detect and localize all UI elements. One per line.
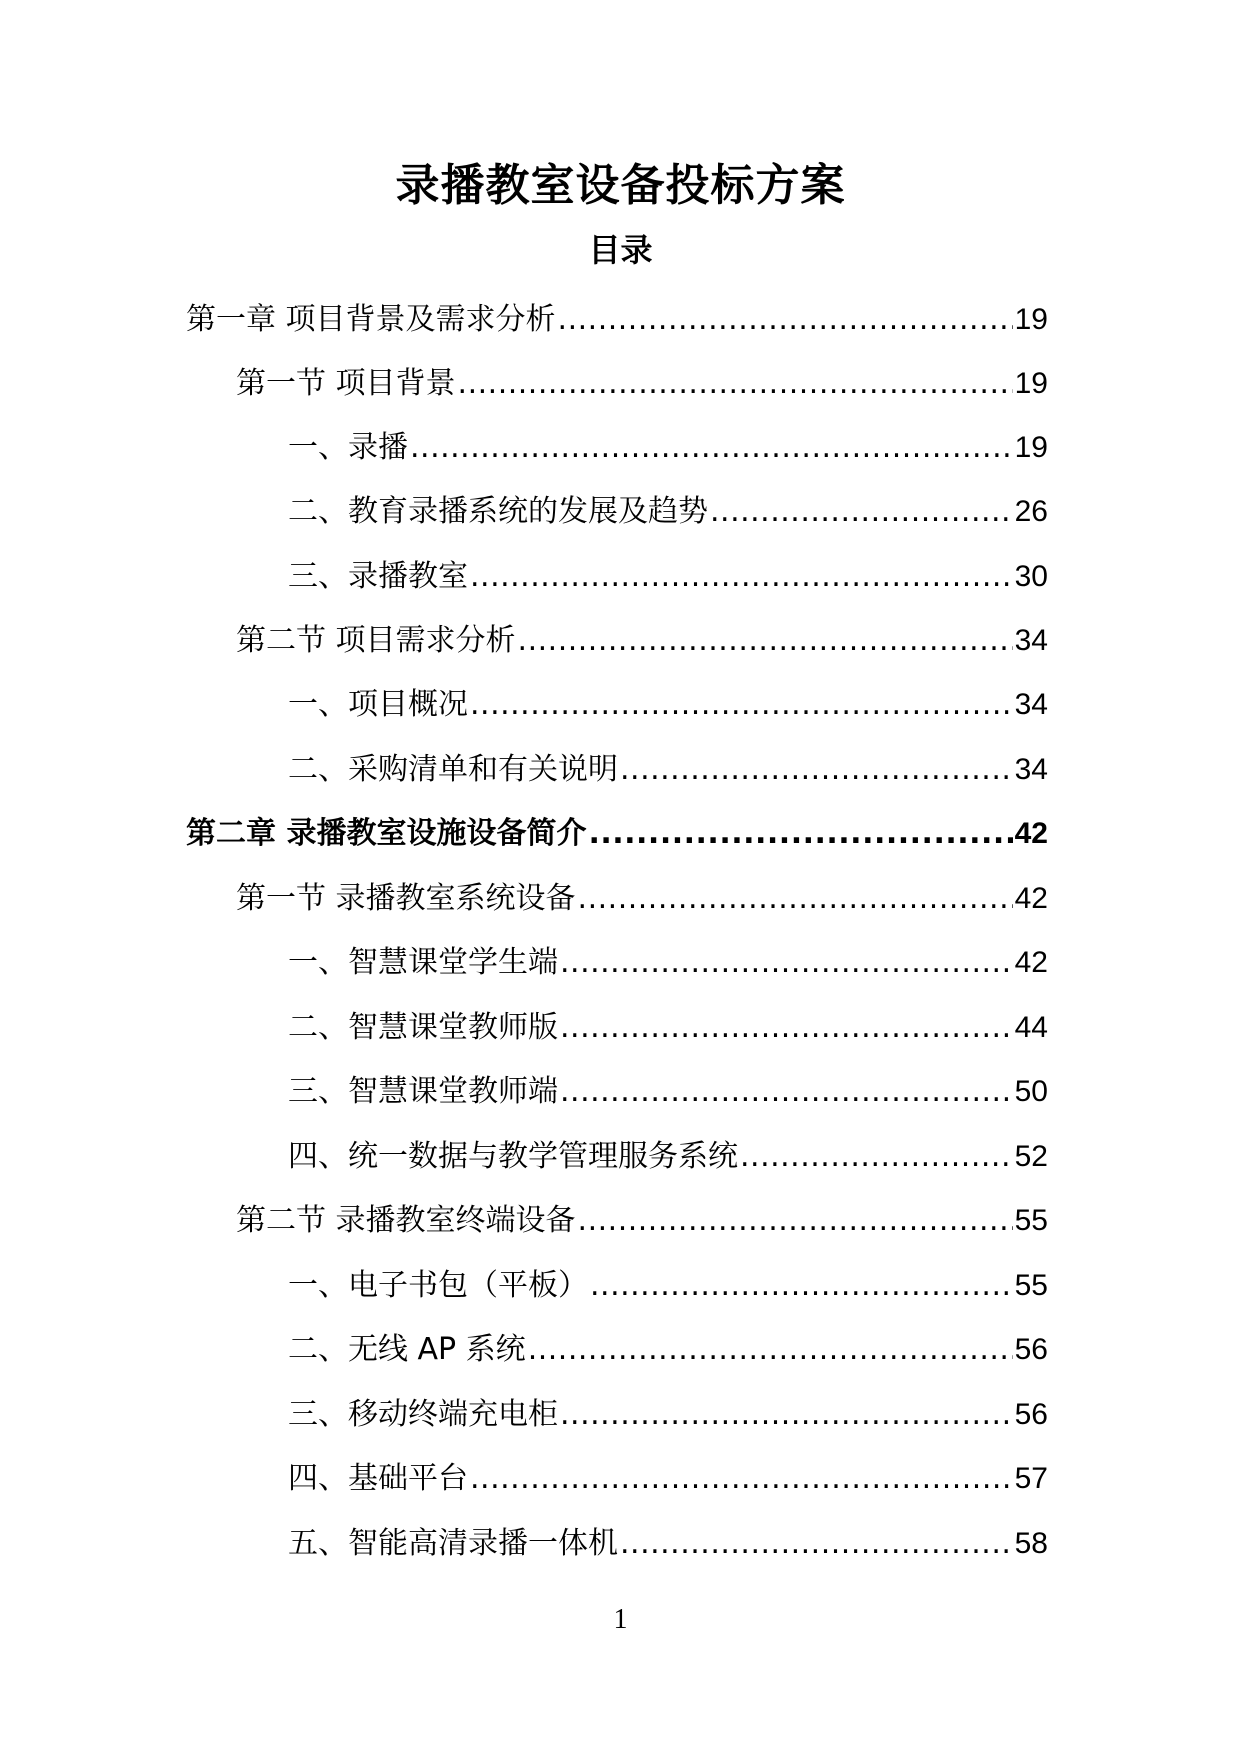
toc-entry[interactable] [288, 941, 1048, 985]
toc-dot-leader [468, 1457, 1013, 1501]
toc-entry-label: 第二节 录播教室终端设备 [236, 1203, 576, 1238]
toc-entry-page: 58 [1014, 1527, 1048, 1560]
toc-entry-label: 一、智慧课堂学生端 [288, 945, 558, 980]
toc-entry[interactable] [236, 1199, 1048, 1243]
toc-entry[interactable] [288, 1522, 1048, 1566]
toc-entry[interactable] [288, 1006, 1048, 1050]
toc-dot-leader [558, 1070, 1013, 1114]
toc-entry-label: 一、项目概况 [288, 687, 468, 722]
toc-entry-label: 第一节 录播教室系统设备 [236, 881, 576, 916]
toc-entry[interactable] [288, 1457, 1048, 1501]
toc-entry-label: 第一章 项目背景及需求分析 [186, 302, 556, 337]
toc-entry-page: 19 [1014, 431, 1048, 464]
toc-dot-leader [586, 812, 1012, 856]
toc-entry[interactable] [288, 1264, 1048, 1308]
toc-dot-leader [618, 1522, 1013, 1566]
toc-dot-leader [456, 362, 1013, 406]
toc-entry-page: 55 [1014, 1269, 1048, 1302]
toc-entry[interactable] [236, 877, 1048, 921]
page-number: 1 [613, 1604, 628, 1635]
toc-entry-label: 二、教育录播系统的发展及趋势 [288, 494, 708, 529]
toc-entry-page: 42 [1014, 946, 1048, 979]
toc-entry-label: 第二章 录播教室设施设备简介 [186, 816, 587, 851]
toc-entry[interactable] [236, 619, 1048, 663]
toc-entry-page: 57 [1014, 1462, 1048, 1495]
toc-entry[interactable] [186, 812, 1048, 856]
toc-entry-page: 30 [1014, 560, 1048, 593]
toc-dot-leader [618, 748, 1013, 792]
toc-dot-leader [558, 941, 1013, 985]
toc-entry[interactable] [288, 1135, 1048, 1179]
toc-entry-label: 二、采购清单和有关说明 [288, 752, 618, 787]
toc-heading: 目录 [588, 231, 653, 269]
toc-entry-label: 四、统一数据与教学管理服务系统 [288, 1139, 738, 1174]
toc-entry-page: 34 [1014, 753, 1048, 786]
toc-dot-leader [576, 1199, 1013, 1243]
toc-entry-page: 19 [1014, 367, 1048, 400]
toc-entry-label: 五、智能高清录播一体机 [288, 1526, 618, 1561]
toc-entry-label: 三、智慧课堂教师端 [288, 1074, 558, 1109]
toc-entry-page: 55 [1014, 1204, 1048, 1237]
toc-entry-page: 34 [1014, 688, 1048, 721]
toc-entry-page: 19 [1014, 303, 1048, 336]
toc-entry[interactable] [288, 748, 1048, 792]
toc-dot-leader [516, 619, 1013, 663]
document-title: 录播教室设备投标方案 [395, 160, 846, 211]
toc-entry[interactable] [288, 683, 1048, 727]
toc-entry-page: 34 [1014, 624, 1048, 657]
toc-entry[interactable] [288, 1393, 1048, 1437]
toc-entry-page: 42 [1014, 817, 1048, 850]
toc-entry-label: 四、基础平台 [288, 1461, 468, 1496]
toc-dot-leader [576, 877, 1013, 921]
toc-dot-leader [558, 1006, 1013, 1050]
toc-entry-label: 三、录播教室 [288, 559, 468, 594]
toc-dot-leader [558, 1393, 1013, 1437]
toc-entry-page: 44 [1014, 1011, 1048, 1044]
toc-dot-leader [526, 1328, 1013, 1372]
toc-entry-page: 26 [1014, 495, 1048, 528]
toc-entry-page: 42 [1014, 882, 1048, 915]
toc-entry[interactable] [288, 555, 1048, 599]
toc-entry[interactable] [288, 426, 1048, 470]
toc-entry-label: 二、无线 AP 系统 [288, 1332, 526, 1367]
toc-dot-leader [556, 298, 1013, 342]
toc-entry[interactable] [236, 362, 1048, 406]
toc-entry[interactable] [288, 1070, 1048, 1114]
toc-entry-page: 52 [1014, 1140, 1048, 1173]
toc-entry-label: 三、移动终端充电柜 [288, 1397, 558, 1432]
toc-entry-label: 第二节 项目需求分析 [236, 623, 516, 658]
toc-dot-leader [738, 1135, 1013, 1179]
toc-entry-label: 二、智慧课堂教师版 [288, 1010, 558, 1045]
toc-dot-leader [708, 490, 1013, 534]
toc-entry[interactable] [288, 490, 1048, 534]
toc-dot-leader [468, 555, 1013, 599]
toc-entry-label: 一、录播 [288, 430, 408, 465]
toc-entry-label: 一、电子书包（平板） [288, 1268, 588, 1303]
toc-entry-page: 50 [1014, 1075, 1048, 1108]
toc-entry[interactable] [186, 298, 1048, 342]
toc-dot-leader [408, 426, 1013, 470]
toc-dot-leader [468, 683, 1013, 727]
toc-entry[interactable] [288, 1328, 1048, 1372]
toc-dot-leader [588, 1264, 1013, 1308]
toc-entry-label: 第一节 项目背景 [236, 366, 456, 401]
toc-entry-page: 56 [1014, 1333, 1048, 1366]
toc-entry-page: 56 [1014, 1398, 1048, 1431]
